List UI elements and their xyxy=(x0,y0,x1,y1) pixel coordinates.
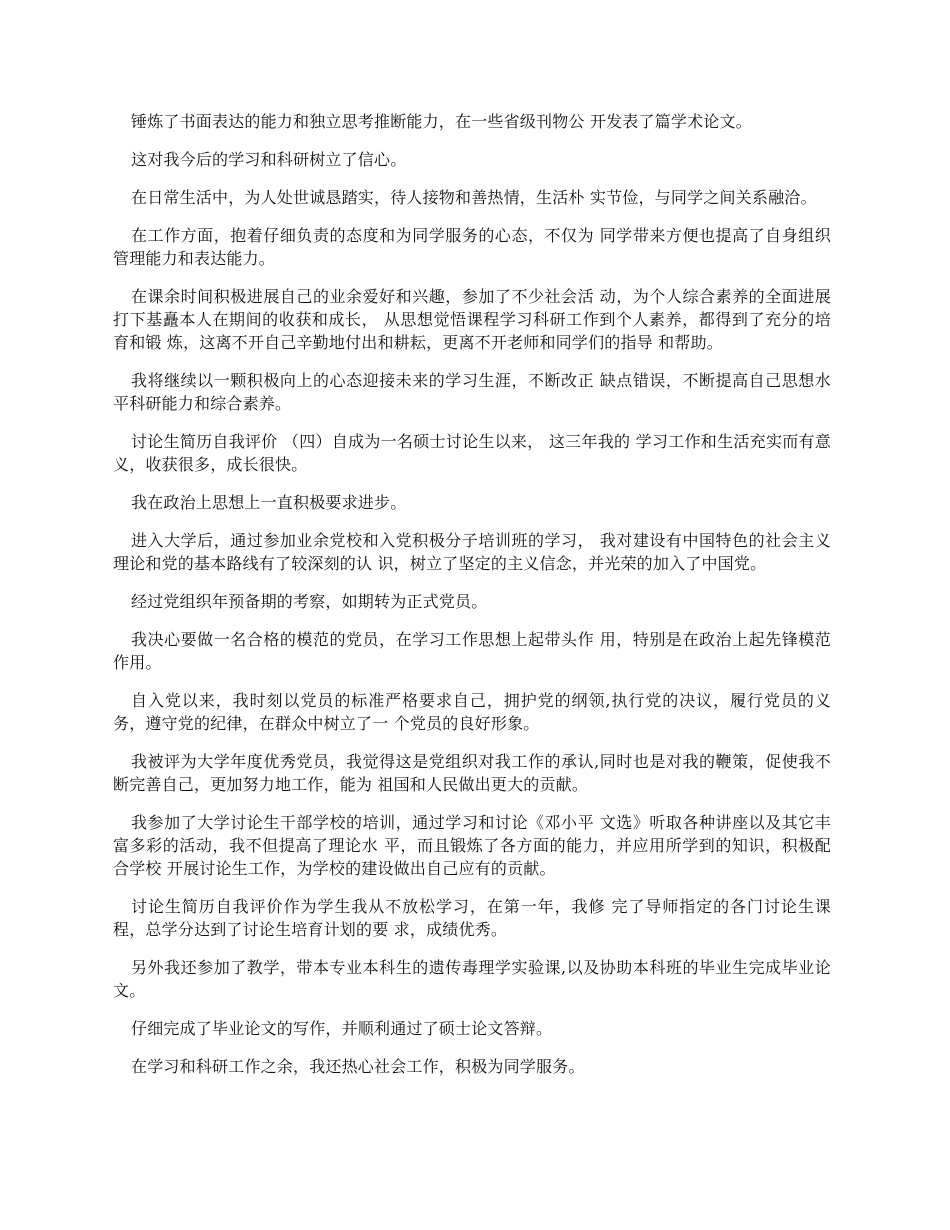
paragraph: 仔细完成了毕业论文的写作，并顺利通过了硕士论文答辩。 xyxy=(131,1019,553,1038)
paragraph: 讨论生简历自我评价作为学生我从不放松学习，在第一年，我修 完了导师指定的各门讨论生课程，总学分达到了讨论生培育计划的要 求，成绩优秀。 xyxy=(113,897,831,939)
paragraph: 我参加了大学讨论生干部学校的培训，通过学习和讨论《邓小平 文选》听取各种讲座以及其它丰富多彩的活动，我不但提高了理论水 平，而且锻炼了各方面的能力，并应用所学到的知识，积极配合学校 开展讨论生工作，为学校的建设做出自己应有的贡献。 xyxy=(113,813,831,878)
paragraph: 进入大学后，通过参加业余党校和入党积极分子培训班的学习， 我对建设有中国特色的社会主义理论和党的基本路线有了较深刻的认 识，树立了坚定的主义信念，并光荣的加入了中国党。 xyxy=(113,531,831,573)
paragraph: 在日常生活中，为人处世诚恳踏实，待人接物和善热情，生活朴 实节俭，与同学之间关系融洽。 xyxy=(131,188,817,207)
paragraph: 这对我今后的学习和科研树立了信心。 xyxy=(131,150,407,169)
paragraph: 我决心要做一名合格的模范的党员，在学习工作思想上起带头作 用，特别是在政治上起先锋模范作用。 xyxy=(113,630,831,672)
document-page xyxy=(113,110,831,1093)
paragraph: 在课余时间积极进展自己的业余爱好和兴趣，参加了不少社会活 动，为个人综合素养的全面进展打下基矗本人在期间的收获和成长， 从思想觉悟课程学习科研工作到个人素养，都得到了充分的培育和锻 炼，这离不开自己辛勤地付出和耕耘，更离不开老师和同学们的指导 和帮助。 xyxy=(113,287,831,352)
paragraph: 我被评为大学年度优秀党员，我觉得这是党组织对我工作的承认,同时也是对我的鞭策，促使我不断完善自己，更加努力地工作，能为 祖国和人民做出更大的贡献。 xyxy=(113,752,831,794)
paragraph: 我在政治上思想上一直积极要求进步。 xyxy=(131,493,407,512)
paragraph: 自入党以来，我时刻以党员的标准严格要求自己，拥护党的纲领,执行党的决议，履行党员的义务，遵守党的纪律，在群众中树立了一 个党员的良好形象。 xyxy=(113,691,831,733)
paragraph: 在学习和科研工作之余，我还热心社会工作，积极为同学服务。 xyxy=(131,1057,585,1076)
paragraph: 讨论生简历自我评价 （四）自成为一名硕士讨论生以来， 这三年我的 学习工作和生活充实而有意义，收获很多，成长很快。 xyxy=(113,432,831,474)
paragraph: 我将继续以一颗积极向上的心态迎接未来的学习生涯，不断改正 缺点错误，不断提高自己思想水平科研能力和综合素养。 xyxy=(113,371,831,413)
paragraph: 经过党组织年预备期的考察，如期转为正式党员。 xyxy=(131,592,488,611)
paragraph: 锤炼了书面表达的能力和独立思考推断能力，在一些省级刊物公 开发表了篇学术论文。 xyxy=(131,112,752,131)
paragraph: 在工作方面，抱着仔细负责的态度和为同学服务的心态，不仅为 同学带来方便也提高了自身组织管理能力和表达能力。 xyxy=(113,226,831,268)
paragraph: 另外我还参加了教学，带本专业本科生的遗传毒理学实验课,以及协助本科班的毕业生完成毕业论文。 xyxy=(113,958,831,1000)
